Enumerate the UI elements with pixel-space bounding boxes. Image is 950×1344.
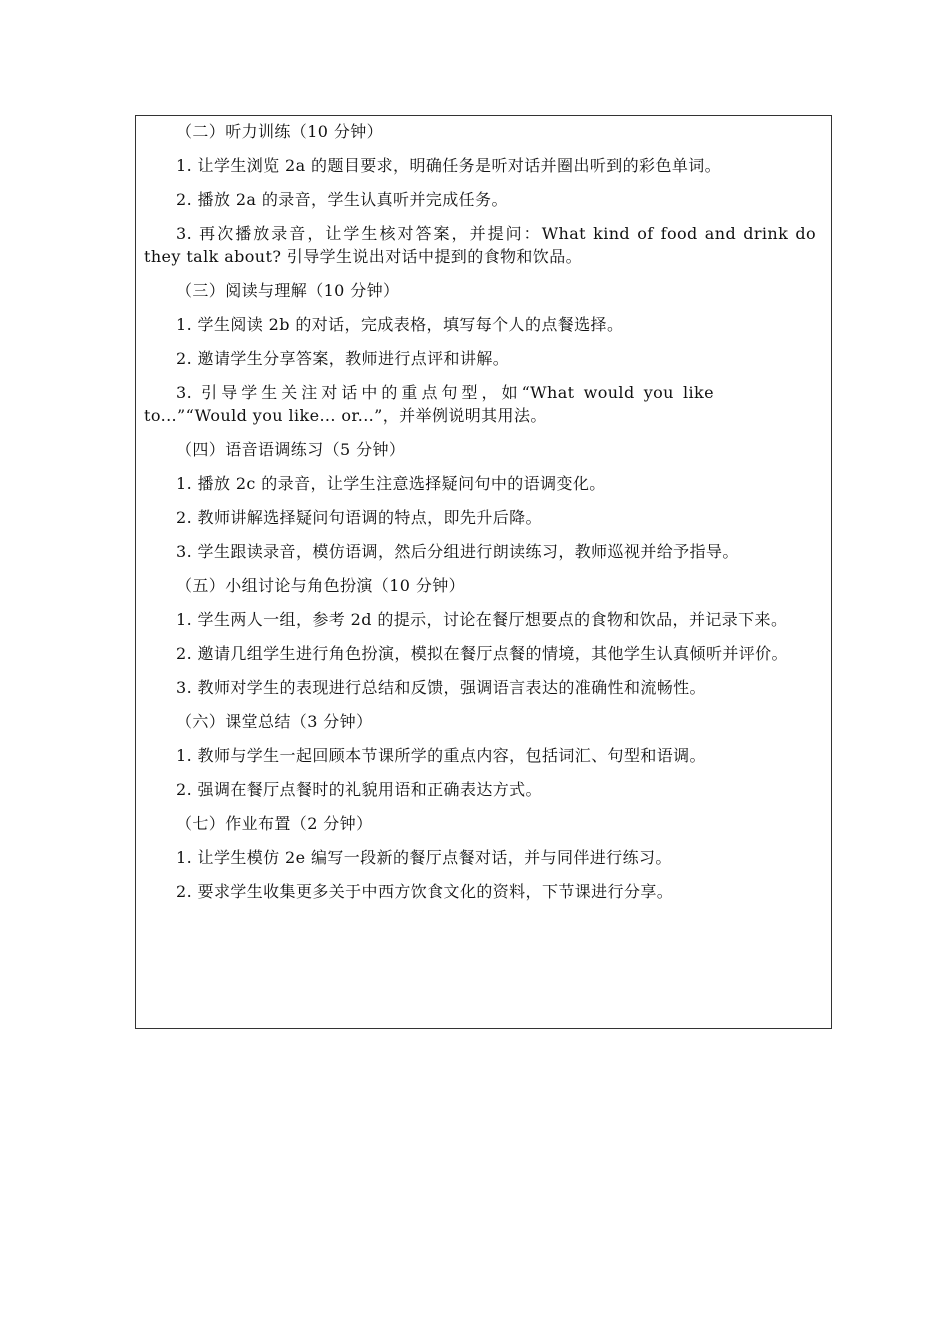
- roleplay-step-1: 1. 学生两人一组，参考 2d 的提示，讨论在餐厅想要点的食物和饮品，并记录下来。: [176, 610, 788, 629]
- listening-step-3: 3. 再次播放录音，让学生核对答案，并提问：What kind of food and drink do they talk about? 引导学生说出对话中提到的食物和饮品。: [144, 224, 816, 266]
- reading-step-3: 3. 引导学生关注对话中的重点句型，如“What would you like to...”“Would you like... or...”，并举例说明其用法。: [144, 383, 714, 425]
- listening-step-2: 2. 播放 2a 的录音，学生认真听并完成任务。: [176, 190, 508, 209]
- section-heading-reading: （三）阅读与理解（10 分钟）: [176, 281, 400, 300]
- section-heading-summary: （六）课堂总结（3 分钟）: [176, 712, 373, 731]
- intonation-step-2: 2. 教师讲解选择疑问句语调的特点，即先升后降。: [176, 508, 542, 527]
- lesson-plan-content: [144, 120, 816, 914]
- section-heading-listening: （二）听力训练（10 分钟）: [176, 122, 384, 141]
- lesson-plan-box: [135, 115, 832, 1029]
- homework-step-2: 2. 要求学生收集更多关于中西方饮食文化的资料，下节课进行分享。: [176, 882, 674, 901]
- section-heading-homework: （七）作业布置（2 分钟）: [176, 814, 373, 833]
- reading-step-1: 1. 学生阅读 2b 的对话，完成表格，填写每个人的点餐选择。: [176, 315, 624, 334]
- roleplay-step-2: 2. 邀请几组学生进行角色扮演，模拟在餐厅点餐的情境，其他学生认真倾听并评价。: [176, 644, 788, 663]
- homework-step-1: 1. 让学生模仿 2e 编写一段新的餐厅点餐对话，并与同伴进行练习。: [176, 848, 672, 867]
- intonation-step-3: 3. 学生跟读录音，模仿语调，然后分组进行朗读练习，教师巡视并给予指导。: [176, 542, 739, 561]
- reading-step-2: 2. 邀请学生分享答案，教师进行点评和讲解。: [176, 349, 510, 368]
- roleplay-step-3: 3. 教师对学生的表现进行总结和反馈，强调语言表达的准确性和流畅性。: [176, 678, 706, 697]
- summary-step-2: 2. 强调在餐厅点餐时的礼貌用语和正确表达方式。: [176, 780, 542, 799]
- intonation-step-1: 1. 播放 2c 的录音，让学生注意选择疑问句中的语调变化。: [176, 474, 606, 493]
- listening-step-1: 1. 让学生浏览 2a 的题目要求，明确任务是听对话并圈出听到的彩色单词。: [176, 156, 722, 175]
- section-heading-intonation: （四）语音语调练习（5 分钟）: [176, 440, 406, 459]
- summary-step-1: 1. 教师与学生一起回顾本节课所学的重点内容，包括词汇、句型和语调。: [176, 746, 706, 765]
- section-heading-roleplay: （五）小组讨论与角色扮演（10 分钟）: [176, 576, 466, 595]
